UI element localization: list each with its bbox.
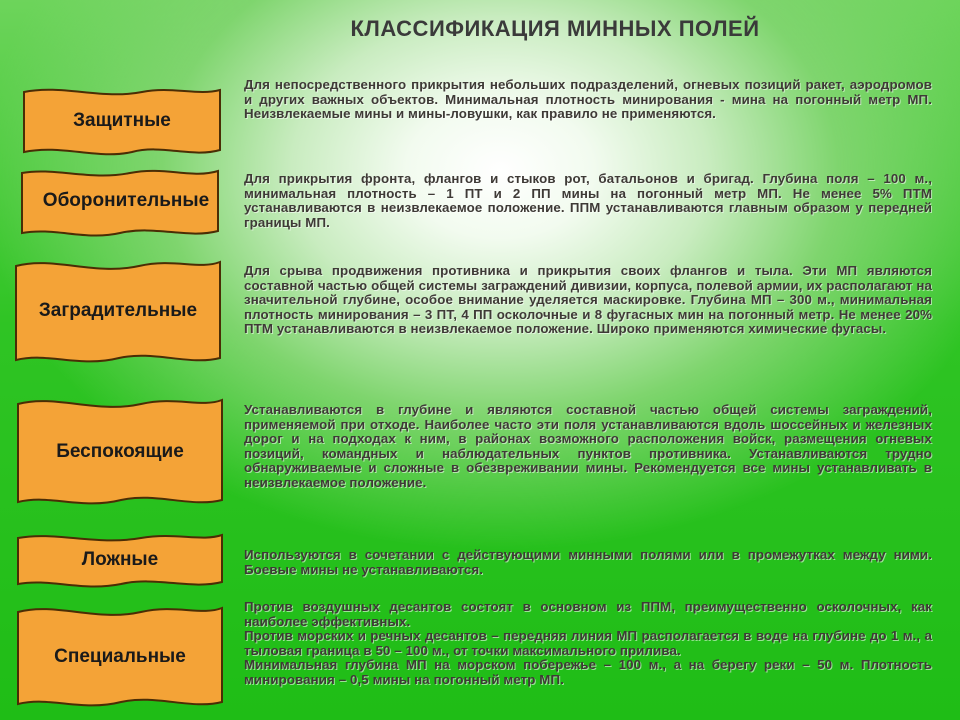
banner-label: Беспокоящие [56, 441, 184, 462]
banner-special [16, 604, 224, 710]
banner-defensive [20, 167, 220, 235]
banner-harassing [16, 396, 224, 508]
banner-barrier [14, 258, 222, 364]
description-paragraph: Против морских и речных десантов – передняя линия МП располагается в воде на глубине до 1 м., а тыловая граница в 50 – 100 м., от точки максимального прилива. [244, 628, 932, 658]
description-special [244, 600, 932, 688]
banner-label: Специальные [54, 646, 186, 667]
description-decoy [244, 548, 932, 577]
description-protective [244, 78, 932, 122]
banner-protective [22, 88, 222, 154]
banner-decoy [16, 532, 224, 588]
description-paragraph: Минимальная глубина МП на морском побережье – 100 м., а на берегу реки – 50 м. Плотность минирования – 0,5 мины на погонный метр МП. [244, 657, 932, 687]
description-paragraph: Для срыва продвижения противника и прикрытия своих флангов и тыла. Эти МП являются составной частью общей системы заграждений дивизии, корпуса, полевой армии, их располагают на значительной глубине, особое внимание уделяется маскировке. Глубина МП – 300 м., минимальная плотность минирования – 3 ПТ, 4 ПП осколочные и 8 фугасных мин на погонный метр. Не менее 20% ПТМ устанавливаются в неизвлекаемое положение. Широко применяются химические фугасы. [244, 263, 932, 337]
banner-label: Оборонительные [42, 190, 210, 211]
banner-label: Заградительные [38, 300, 198, 321]
banner-label: Защитные [73, 110, 171, 131]
page-title: КЛАССИФИКАЦИЯ МИННЫХ ПОЛЕЙ [350, 16, 760, 41]
description-defensive [244, 172, 932, 230]
description-harassing [244, 403, 932, 491]
description-paragraph: Против воздушных десантов состоят в основном из ППМ, преимущественно осколочных, как наиболее эффективных. [244, 599, 932, 629]
description-paragraph: Для непосредственного прикрытия небольших подразделений, огневых позиций ракет, аэродромов и других важных объектов. Минимальная плотность минирования - мина на погонный метр МП. Неизвлекаемые мины и мины-ловушки, как правило не применяются. [244, 77, 932, 122]
description-paragraph: Для прикрытия фронта, флангов и стыков рот, батальонов и бригад. Глубина поля – 100 м., минимальная плотность – 1 ПТ и 2 ПП мины на погонный метр МП. Не менее 5% ПТМ устанавливаются в неизвлекаемое положение. ППМ устанавливаются главным образом у передней границы МП. [244, 171, 932, 230]
description-paragraph: Используются в сочетании с действующими минными полями или в промежутках между ними. Боевые мины не устанавливаются. [244, 547, 932, 577]
banner-label: Ложные [81, 549, 159, 570]
description-barrier [244, 264, 932, 337]
description-paragraph: Устанавливаются в глубине и являются составной частью общей системы заграждений, применяемой при отходе. Наиболее часто эти поля устанавливаются вдоль шоссейных и железных дорог и на подходах к ним, в районах возможного расположения войск, размещения огневых позиций, командных и наблюдательных пунктов противника. Устанавливаются трудно обнаруживаемые и сложные в обезвреживании мины. Рекомендуется все мины устанавливать в неизвлекаемое положение. [244, 402, 932, 490]
